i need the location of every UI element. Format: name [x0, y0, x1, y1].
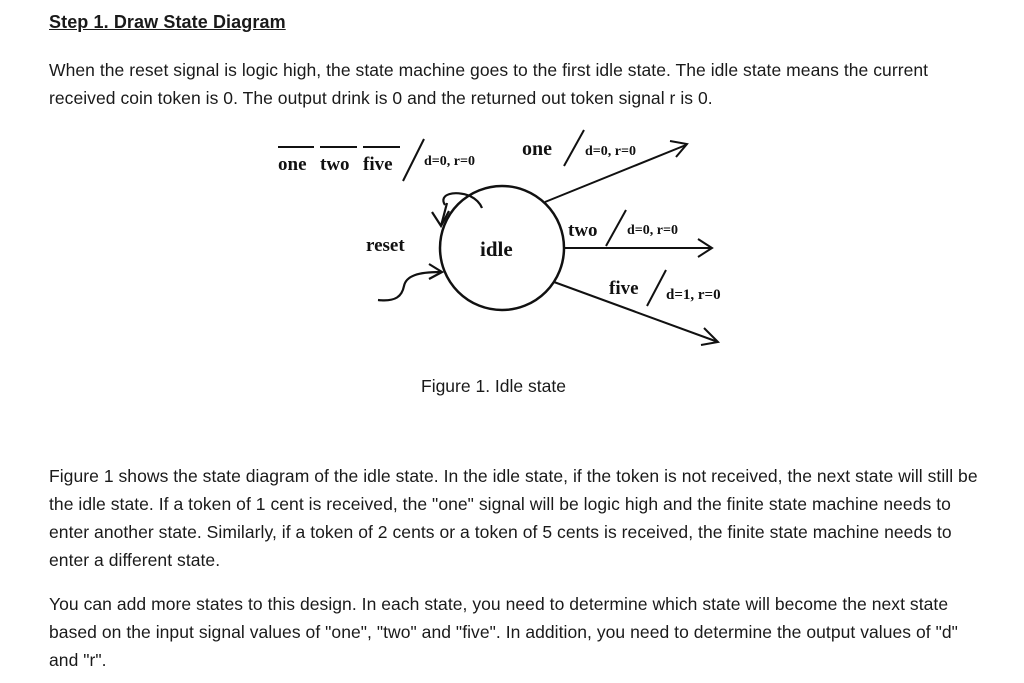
reset-label: reset [366, 235, 405, 256]
self-loop-input-two: two [320, 154, 350, 175]
idle-state-label: idle [480, 237, 513, 261]
transition-five-input: five [609, 278, 639, 299]
self-loop-input-five: five [363, 154, 393, 175]
transition-two-input: two [568, 220, 598, 241]
section-heading: Step 1. Draw State Diagram [49, 12, 286, 32]
transition-one-slash [564, 130, 584, 166]
intro-paragraph: When the reset signal is logic high, the state machine goes to the first idle state. The idle state means the current received coin token is 0. The output drink is 0 and the returned out token signal r is 0. [49, 60, 929, 108]
explanation-paragraph: Figure 1 shows the state diagram of the idle state. In the idle state, if the token is not received, the next state will still be the idle state. If a token of 1 cent is received, the "one" signal will be logic high and the finite state machine needs to enter another state. Similarly, if a token of 2 cents or a token of 5 cents is received, the finite state machine needs to enter a different state. [49, 466, 978, 570]
instruction-paragraph: You can add more states to this design. In each state, you need to determine which state will become the next state based on the input signal values of "one", "two" and "five". In addition, you need to determine the output values of "d" and "r". [49, 594, 958, 670]
transition-one-output: d=0, r=0 [585, 144, 636, 159]
self-loop-input-one: one [278, 154, 307, 175]
reset-arrow [378, 272, 440, 300]
transition-five-slash [647, 270, 666, 306]
transition-five-output: d=1, r=0 [666, 287, 721, 303]
self-loop-slash [403, 139, 424, 181]
transition-two-output: d=0, r=0 [627, 223, 678, 238]
self-loop-output: d=0, r=0 [424, 154, 475, 169]
transition-two-slash [606, 210, 626, 246]
transition-one-input: one [522, 138, 552, 160]
figure-caption: Figure 1. Idle state [421, 376, 566, 396]
